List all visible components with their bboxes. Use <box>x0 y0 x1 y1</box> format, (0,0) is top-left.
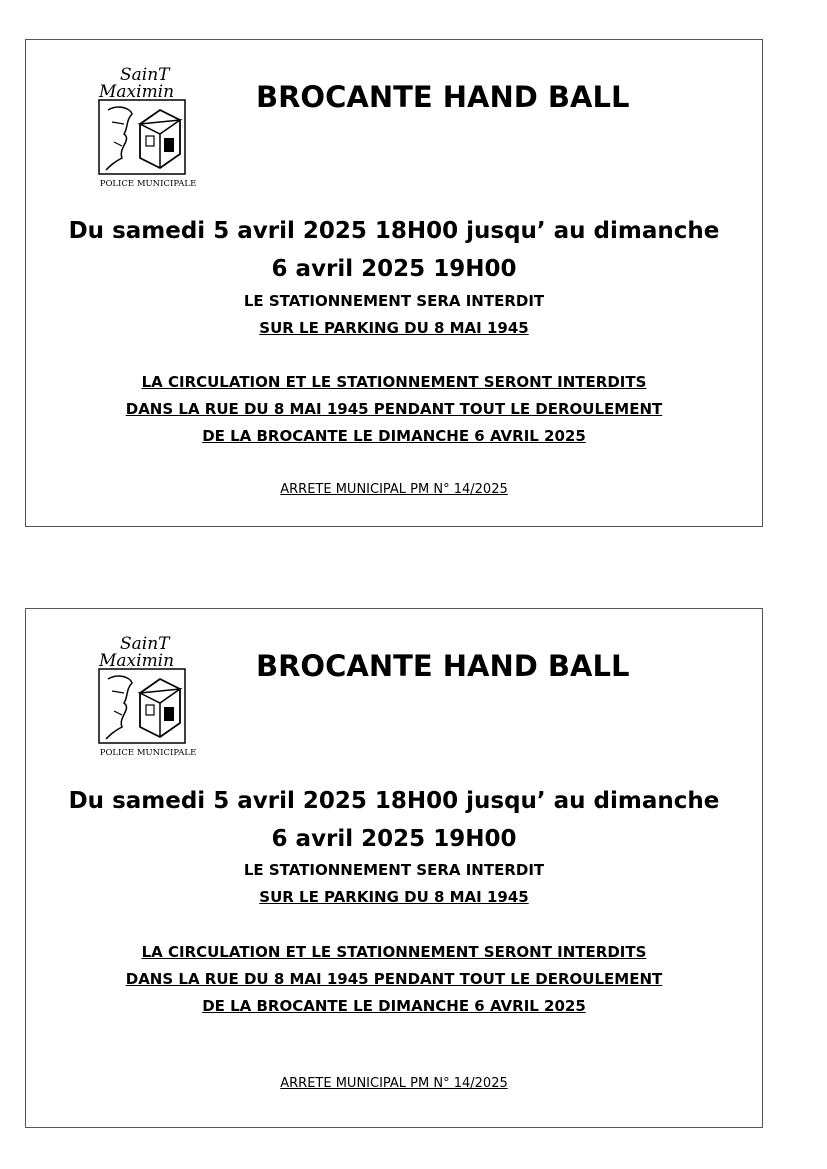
event-title: BROCANTE HAND BALL <box>256 80 630 114</box>
dates-line-2: 6 avril 2025 19H00 <box>271 826 517 852</box>
svg-text:Maximin: Maximin <box>99 651 175 671</box>
police-municipale-label: POLICE MUNICIPALE <box>99 748 197 758</box>
svg-text:SainT: SainT <box>120 65 170 85</box>
event-dates <box>26 212 762 288</box>
event-dates <box>26 782 762 858</box>
parking-ban-line-1: LE STATIONNEMENT SERA INTERDIT <box>243 292 545 310</box>
municipal-decree-reference: ARRETE MUNICIPAL PM N° 14/2025 <box>280 1076 508 1091</box>
dates-line-1: Du samedi 5 avril 2025 18H00 jusqu’ au dimanche <box>68 788 720 814</box>
parking-ban-line-1: LE STATIONNEMENT SERA INTERDIT <box>243 861 545 879</box>
circulation-ban-line-2: DANS LA RUE DU 8 MAI 1945 PENDANT TOUT LE DEROULEMENT <box>125 970 663 988</box>
parking-ban-line-2: SUR LE PARKING DU 8 MAI 1945 <box>259 319 529 337</box>
circulation-ban-line-1: LA CIRCULATION ET LE STATIONNEMENT SERONT INTERDITS <box>141 373 647 391</box>
circulation-ban-line-1: LA CIRCULATION ET LE STATIONNEMENT SERONT INTERDITS <box>141 943 647 961</box>
circulation-ban-line-3: DE LA BROCANTE LE DIMANCHE 6 AVRIL 2025 <box>202 427 586 445</box>
parking-ban-line-2: SUR LE PARKING DU 8 MAI 1945 <box>259 888 529 906</box>
svg-text:SainT: SainT <box>120 634 170 654</box>
dates-line-2: 6 avril 2025 19H00 <box>271 256 517 282</box>
notice-card <box>25 39 763 527</box>
police-municipale-label: POLICE MUNICIPALE <box>99 179 197 189</box>
dates-line-1: Du samedi 5 avril 2025 18H00 jusqu’ au dimanche <box>68 218 720 244</box>
circulation-ban-line-2: DANS LA RUE DU 8 MAI 1945 PENDANT TOUT LE DEROULEMENT <box>125 400 663 418</box>
svg-text:Maximin: Maximin <box>99 82 175 102</box>
event-title: BROCANTE HAND BALL <box>256 649 630 683</box>
municipal-decree-reference: ARRETE MUNICIPAL PM N° 14/2025 <box>280 482 508 497</box>
notice-card <box>25 608 763 1128</box>
saint-maximin-logo <box>94 631 202 759</box>
circulation-ban-line-3: DE LA BROCANTE LE DIMANCHE 6 AVRIL 2025 <box>202 997 586 1015</box>
saint-maximin-logo <box>94 62 202 190</box>
